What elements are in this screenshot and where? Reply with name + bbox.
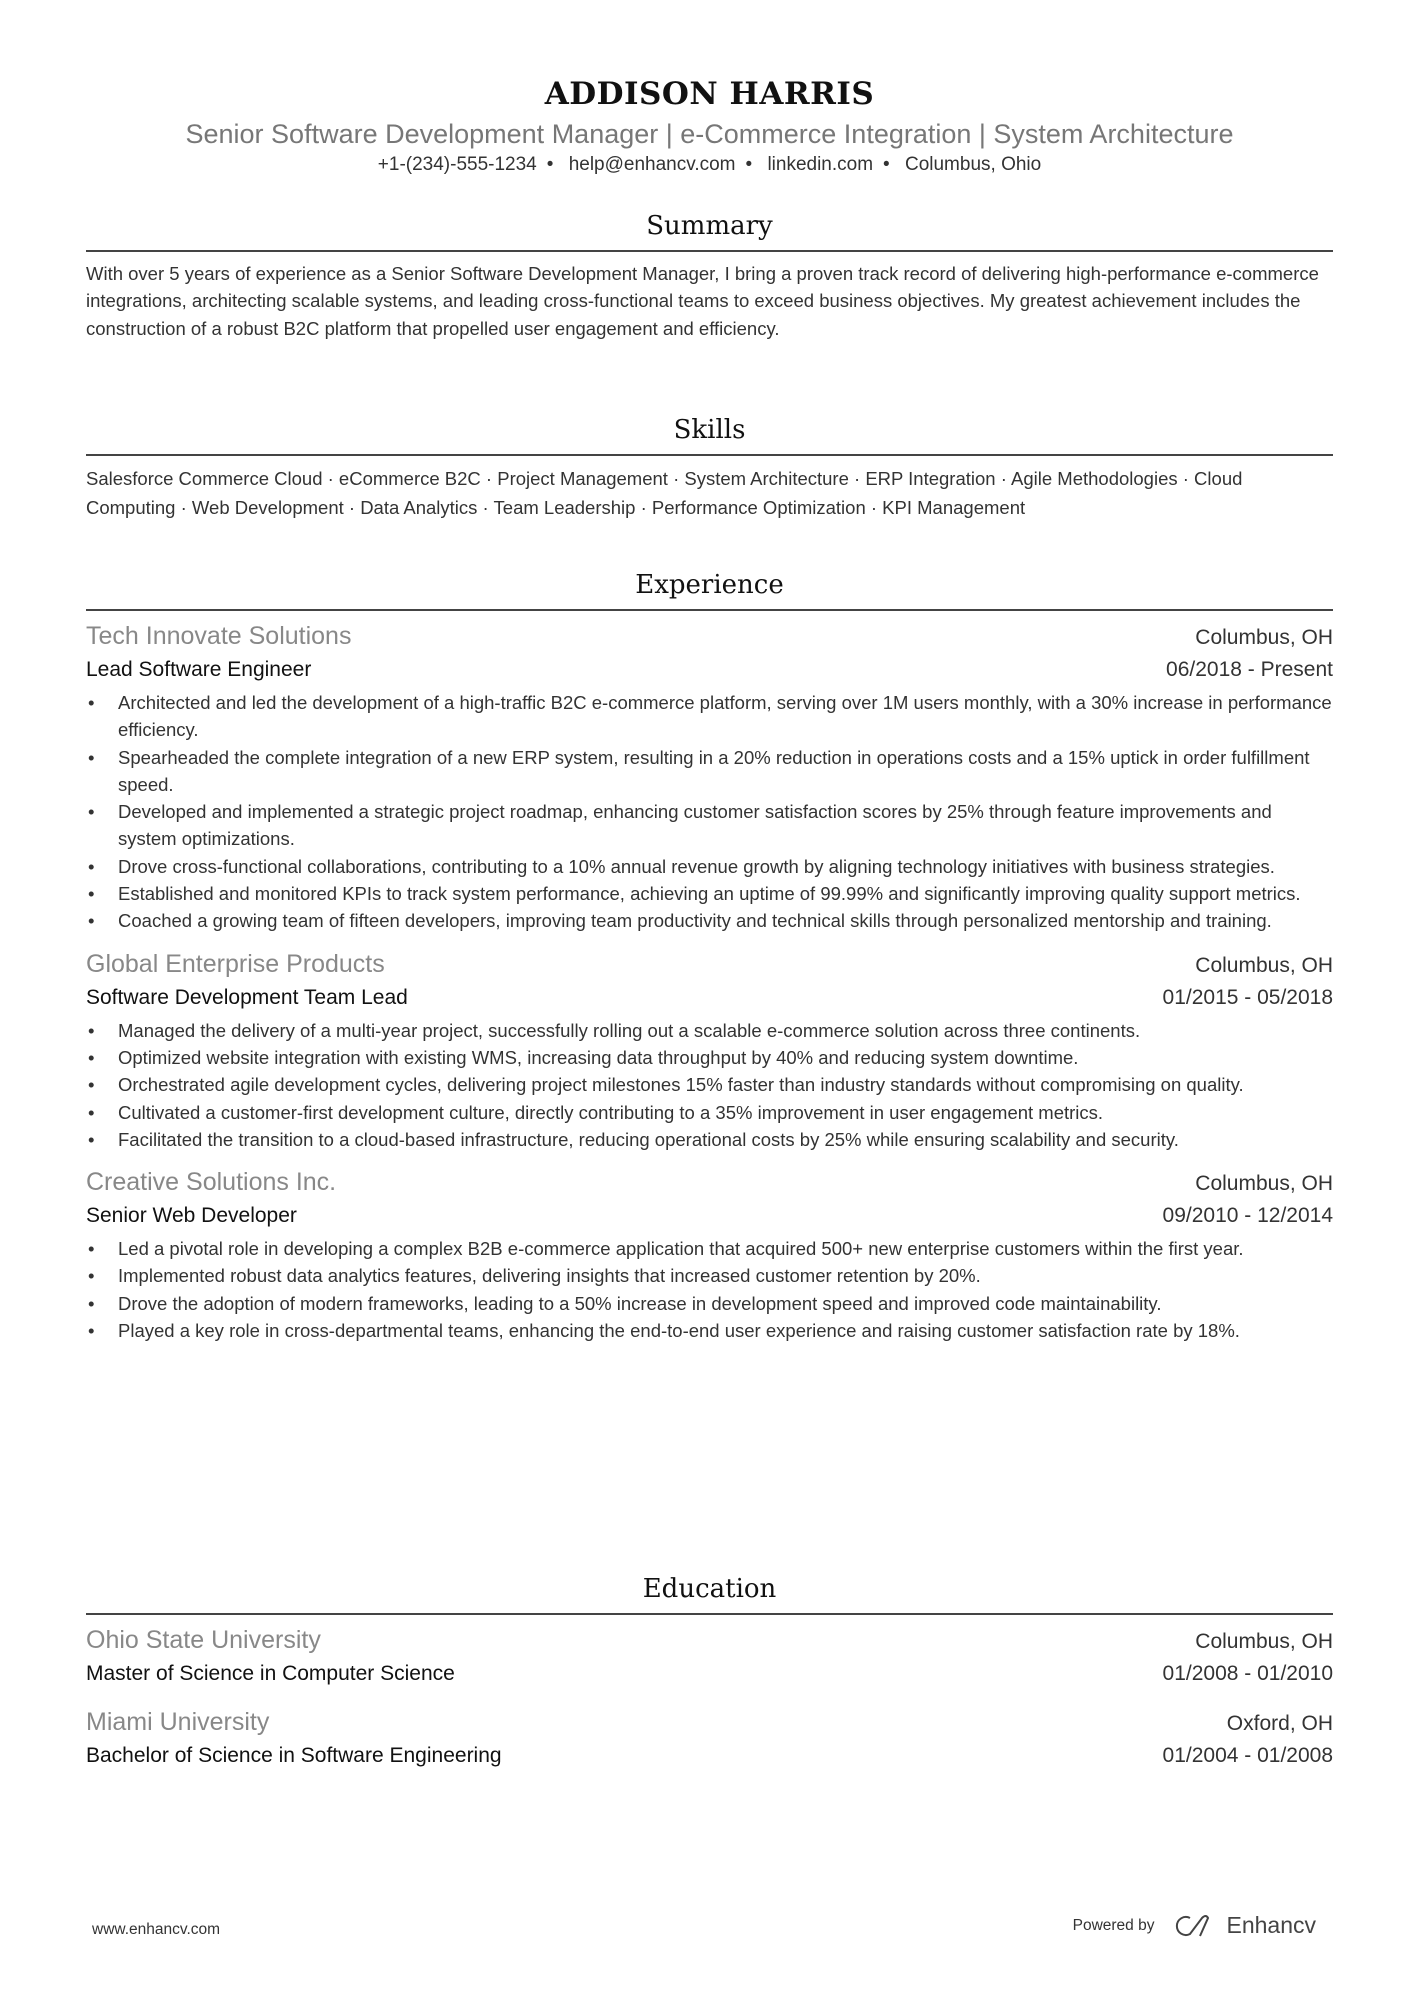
education-dates: 01/2004 - 01/2008 [1162, 1744, 1333, 1767]
phone: +1-(234)-555-1234 [377, 154, 537, 175]
job-role: Lead Software Engineer [86, 658, 312, 681]
footer-branding [1073, 1912, 1316, 1939]
achievement-bullet: • Implemented robust data analytics features, delivering insights that increased customer retention by 20%. [118, 1262, 1333, 1289]
email-link[interactable]: help@enhancv.com [568, 154, 736, 175]
education-entry [86, 1705, 1333, 1773]
linkedin-link[interactable]: linkedin.com [767, 154, 874, 175]
achievement-bullet: • Played a key role in cross-departmental teams, enhancing the end-to-end user experience and raising customer satisfaction rate by 18%. [118, 1317, 1333, 1344]
enhancv-logo-icon [1172, 1914, 1216, 1938]
achievement-bullet: • Orchestrated agile development cycles, delivering project milestones 15% faster than industry standards without compromising on quality. [118, 1071, 1333, 1098]
achievement-bullet: • Coached a growing team of fifteen developers, improving team productivity and technical skills through personalized mentorship and training. [118, 907, 1333, 934]
school-location: Columbus, OH [1195, 1630, 1333, 1653]
degree: Bachelor of Science in Software Engineering [86, 1744, 502, 1767]
achievement-bullet: • Led a pivotal role in developing a complex B2B e-commerce application that acquired 500+ new enterprise customers within the first year. [118, 1235, 1333, 1262]
education-entry [86, 1623, 1333, 1691]
experience-section [86, 567, 1333, 1344]
powered-by-label: Powered by [1072, 1916, 1155, 1934]
summary-text: With over 5 years of experience as a Senior Software Development Manager, I bring a proven track record of delivering high-performance e-commerce integrations, architecting scalable systems, and leading cross-functional teams to exceed business objectives. My greatest achievement includes the construction of a robust B2C platform that propelled user engagement and efficiency. [86, 263, 1319, 339]
experience-entry [86, 619, 1333, 935]
brand-name: Enhancv [1226, 1912, 1316, 1938]
achievement-bullet: • Spearheaded the complete integration of a new ERP system, resulting in a 20% reduction in operations costs and a 15% uptick in order fulfillment speed. [118, 744, 1333, 799]
job-location: Columbus, OH [1195, 1172, 1333, 1196]
education-section [86, 1571, 1333, 1773]
skills-list: Salesforce Commerce Cloud · eCommerce B2C · Project Management · System Architecture · ERP Integration · Agile Methodologies · Cloud Computing · Web Development · Data Analytics · Team Leadership · Performance Optimization · KPI Management [86, 468, 1243, 518]
experience-entry [86, 947, 1333, 1153]
job-dates: 01/2015 - 05/2018 [1162, 985, 1333, 1009]
footer-website[interactable]: www.enhancv.com [92, 1921, 221, 1938]
enhancv-logo [1172, 1912, 1316, 1939]
achievement-bullet: • Drove the adoption of modern frameworks, leading to a 50% increase in development speed and improved code maintainability. [118, 1290, 1333, 1317]
achievement-list [86, 1017, 1333, 1153]
skills-section [86, 412, 1333, 522]
school-name: Ohio State University [86, 1626, 321, 1654]
experience-entry [86, 1165, 1333, 1344]
achievement-bullet: • Architected and led the development of a high-traffic B2C e-commerce platform, serving over 1M users monthly, with a 30% increase in performance efficiency. [118, 689, 1333, 744]
achievement-bullet: • Established and monitored KPIs to track system performance, achieving an uptime of 99.99% and significantly improving quality support metrics. [118, 880, 1333, 907]
job-role: Software Development Team Lead [86, 985, 408, 1009]
divider [86, 609, 1333, 611]
location: Columbus, Ohio [904, 154, 1042, 175]
company-name: Global Enterprise Products [86, 949, 385, 978]
job-role: Senior Web Developer [86, 1204, 297, 1228]
section-heading: Skills [673, 415, 746, 445]
education-dates: 01/2008 - 01/2010 [1162, 1662, 1333, 1685]
section-heading: Summary [646, 211, 773, 241]
candidate-name: ADDISON HARRIS [544, 76, 875, 112]
section-heading: Experience [635, 570, 784, 600]
job-location: Columbus, OH [1195, 626, 1333, 649]
achievement-bullet: • Drove cross-functional collaborations, contributing to a 10% annual revenue growth by aligning technology initiatives with business strategies. [118, 853, 1333, 880]
company-name: Creative Solutions Inc. [86, 1168, 337, 1197]
divider [86, 454, 1333, 456]
divider [86, 250, 1333, 252]
achievement-list [86, 1235, 1333, 1344]
job-location: Columbus, OH [1195, 953, 1333, 977]
company-name: Tech Innovate Solutions [86, 622, 352, 650]
achievement-bullet: • Cultivated a customer-first development culture, directly contributing to a 35% improvement in user engagement metrics. [118, 1099, 1333, 1126]
achievement-list [86, 689, 1333, 935]
section-heading: Education [642, 1574, 777, 1604]
candidate-title: Senior Software Development Manager | e-Commerce Integration | System Architecture [185, 119, 1234, 149]
job-dates: 09/2010 - 12/2014 [1162, 1204, 1333, 1228]
degree: Master of Science in Computer Science [86, 1662, 455, 1685]
achievement-bullet: • Optimized website integration with existing WMS, increasing data throughput by 40% and reducing system downtime. [118, 1044, 1333, 1071]
job-dates: 06/2018 - Present [1166, 658, 1333, 681]
contact-line: +1-(234)-555-1234 • help@enhancv.com • linkedin.com • Columbus, Ohio [377, 154, 1042, 175]
summary-section [86, 208, 1333, 342]
school-name: Miami University [86, 1708, 270, 1736]
achievement-bullet: • Developed and implemented a strategic project roadmap, enhancing customer satisfaction scores by 25% through feature improvements and system optimizations. [118, 798, 1333, 853]
achievement-bullet: • Facilitated the transition to a cloud-based infrastructure, reducing operational costs by 25% while ensuring scalability and security. [118, 1126, 1333, 1153]
achievement-bullet: • Managed the delivery of a multi-year project, successfully rolling out a scalable e-commerce solution across three continents. [118, 1017, 1333, 1044]
divider [86, 1613, 1333, 1615]
school-location: Oxford, OH [1226, 1712, 1333, 1735]
